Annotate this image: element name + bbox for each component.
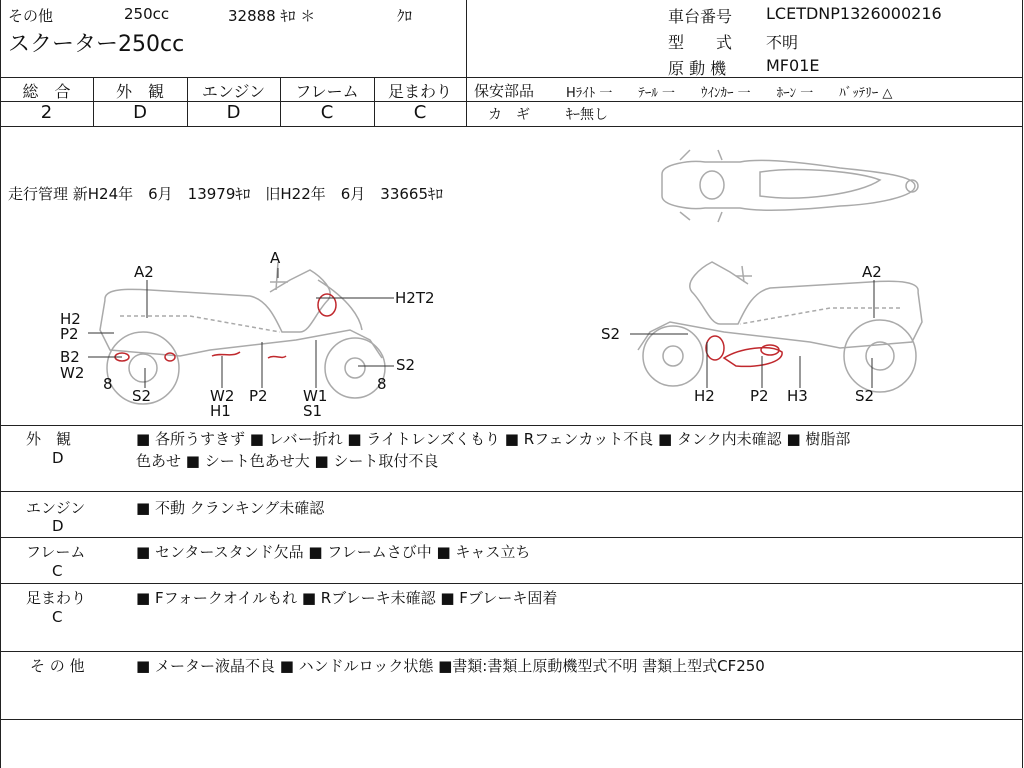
label-w1-left: W1 [303,387,328,405]
left-view-outline [100,262,385,404]
top-view-outline [662,150,918,222]
grade-header-exterior: 外 観 [115,82,164,101]
left-damage-marks [115,294,336,361]
label-a2-left: A2 [134,263,154,281]
grade-suspension: C [413,102,427,123]
scooter-diagram [0,126,1024,426]
label-h3-right: H3 [787,387,808,405]
grade-overall: 2 [40,102,53,123]
remark-label-suspension: 足まわり [26,589,87,607]
label-8-left-front: 8 [103,375,113,393]
label-w2-left-mid: W2 [210,387,235,405]
remark-text-frame: ■ センタースタンド欠品 ■ フレームさび中 ■ キャス立ち [136,543,531,561]
engine-label: 原 動 機 [668,59,727,78]
label-b2-left: B2 [60,348,80,366]
label-h2-left: H2 [60,310,81,328]
type-value: 不明 [766,33,799,52]
label-p2-left-mid: P2 [249,387,268,405]
leader-lines [88,268,874,388]
displacement: 250cc [124,5,170,23]
grade-header-overall: 総 合 [22,82,71,101]
category: その他 [8,7,54,25]
remark-grade-exterior: D [52,449,64,467]
label-h2-right: H2 [694,387,715,405]
grade-engine: D [226,102,241,123]
remark-grade-suspension: C [52,608,63,626]
safety-label: 保安部品 [474,82,535,100]
remark-text-suspension: ■ Fフォークオイルもれ ■ Rブレーキ未確認 ■ Fブレーキ固着 [136,589,558,607]
frame-no-label: 車台番号 [668,7,733,26]
label-s2-left-front: S2 [132,387,152,405]
label-w2-left: W2 [60,364,85,382]
remark-text-exterior-1: ■ 各所うすきず ■ レバー折れ ■ ライトレンズくもり ■ Rフェンカット不良 ■ タンク内未確認 ■ 樹脂部 [136,430,851,448]
label-8-left-rear: 8 [377,375,387,393]
label-a2-right: A2 [862,263,882,281]
model-title: スクーター250cc [8,32,185,57]
label-s2-right-front: S2 [601,325,621,343]
right-view-outline [638,262,922,392]
grade-header-suspension: 足まわり [387,82,452,101]
label-s2-left-rear: S2 [396,356,416,374]
grade-header-engine: エンジン [201,82,266,101]
label-p2-left: P2 [60,325,79,343]
grade-header-frame: フレーム [295,82,359,101]
remark-text-engine: ■ 不動 クランキング未確認 [136,499,325,517]
label-h1-left: H1 [210,402,231,420]
remark-grade-frame: C [52,562,63,580]
remark-label-frame: フレーム [26,543,86,561]
frame-no: LCETDNP1326000216 [766,4,942,23]
label-a-left: A [270,249,281,267]
key-label: カ ギ [488,107,530,123]
color: ｸﾛ [397,7,413,25]
label-p2-right: P2 [750,387,769,405]
type-label: 型 式 [668,33,733,52]
right-damage-marks [706,336,782,366]
label-h2t2-left: H2T2 [395,289,435,307]
remark-text-exterior-2: 色あせ ■ シート色あせ大 ■ シート取付不良 [136,452,439,470]
odometer-history: 走行管理 新H24年 6月 13979ｷﾛ 旧H22年 6月 33665ｷﾛ [8,185,444,203]
remark-text-other: ■ メーター液晶不良 ■ ハンドルロック状態 ■書類:書類上原動機型式不明 書類上型式CF250 [136,657,765,675]
grade-frame: C [320,102,334,123]
label-s2-right-rear: S2 [855,387,875,405]
safety-items: Hﾗｲﾄ 一 ﾃｰﾙ 一 ｳｲﾝｶｰ 一 ﾎｰﾝ 一 ﾊﾞｯﾃﾘｰ △ [566,86,893,101]
grade-exterior: D [133,102,147,123]
engine-value: MF01E [766,56,820,75]
diagram-labels [60,249,882,420]
remark-grade-engine: D [52,517,64,535]
remark-label-engine: エンジン [26,499,86,517]
mileage: 32888 ｷﾛ ＊ [228,7,316,25]
label-s1-left: S1 [303,402,323,420]
remark-label-other: そ の 他 [30,657,85,675]
remark-label-exterior: 外 観 [26,430,72,448]
key-value: ｷｰ無し [566,107,608,123]
